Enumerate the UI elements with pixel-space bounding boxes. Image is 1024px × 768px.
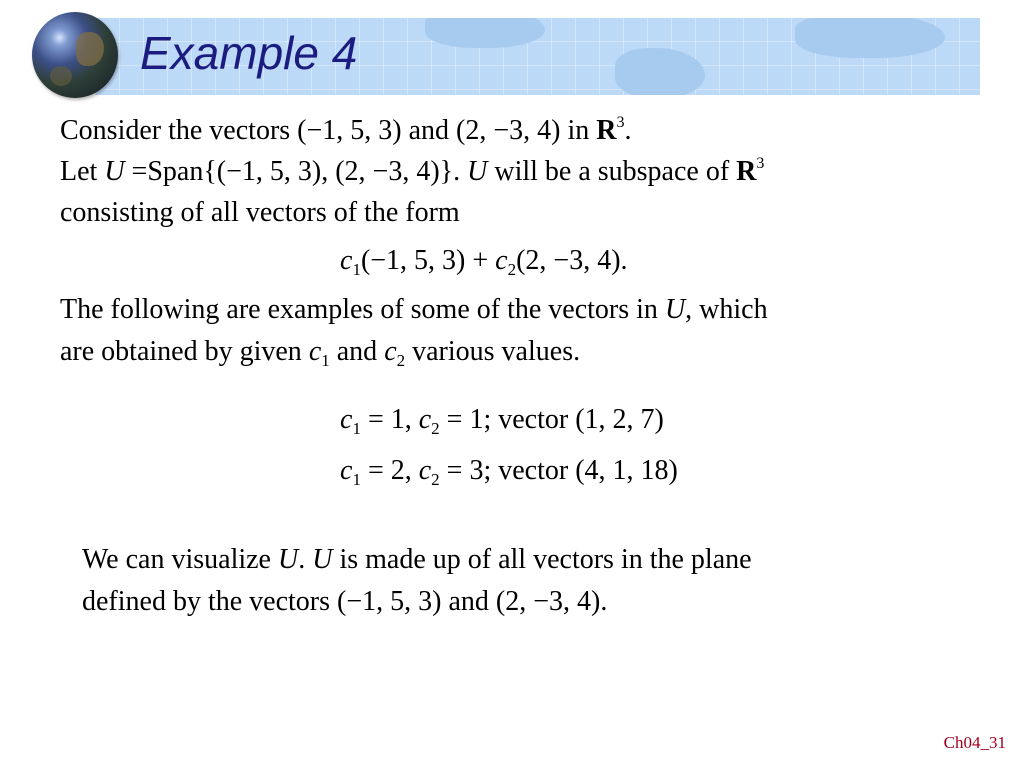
intro-line-2: Let U =Span{(−1, 5, 3), (2, −3, 4)}. U will be a subspace of $R^3$ — [60, 155, 765, 187]
visualize-line-1: We can visualize U. U is made up of all vectors in the plane — [82, 544, 752, 575]
globe-icon — [32, 12, 118, 98]
intro-line-3: consisting of all vectors of the form — [60, 197, 460, 228]
examples-intro-line-1: The following are examples of some of the vectors in U, which — [60, 294, 768, 325]
map-landmass — [615, 48, 705, 95]
visualize-line-2: defined by the vectors (−1, 5, 3) and (2, −3, 4). — [82, 586, 608, 617]
intro-line-1: Consider the vectors (−1, 5, 3) and (2, −3, 4) in $R^3$. — [60, 114, 632, 146]
slide-title: Example 4 — [140, 27, 358, 79]
slide-number: Ch04_31 — [943, 733, 1006, 752]
map-landmass — [795, 18, 945, 58]
example-row: $c_1 = 2$, $c_2 = 3$; vector (4, 1, 18) — [340, 455, 678, 489]
example-row: $c_1 = 1$, $c_2 = 1$; vector (1, 2, 7) — [340, 404, 664, 438]
linear-combination-formula: $c_1(-1$, 5, $3) + c_2(2$, −3, 4). — [340, 245, 628, 279]
map-landmass — [425, 18, 545, 48]
examples-intro-line-2: are obtained by given $c_1$ and $c_2$ various values. — [60, 336, 581, 370]
